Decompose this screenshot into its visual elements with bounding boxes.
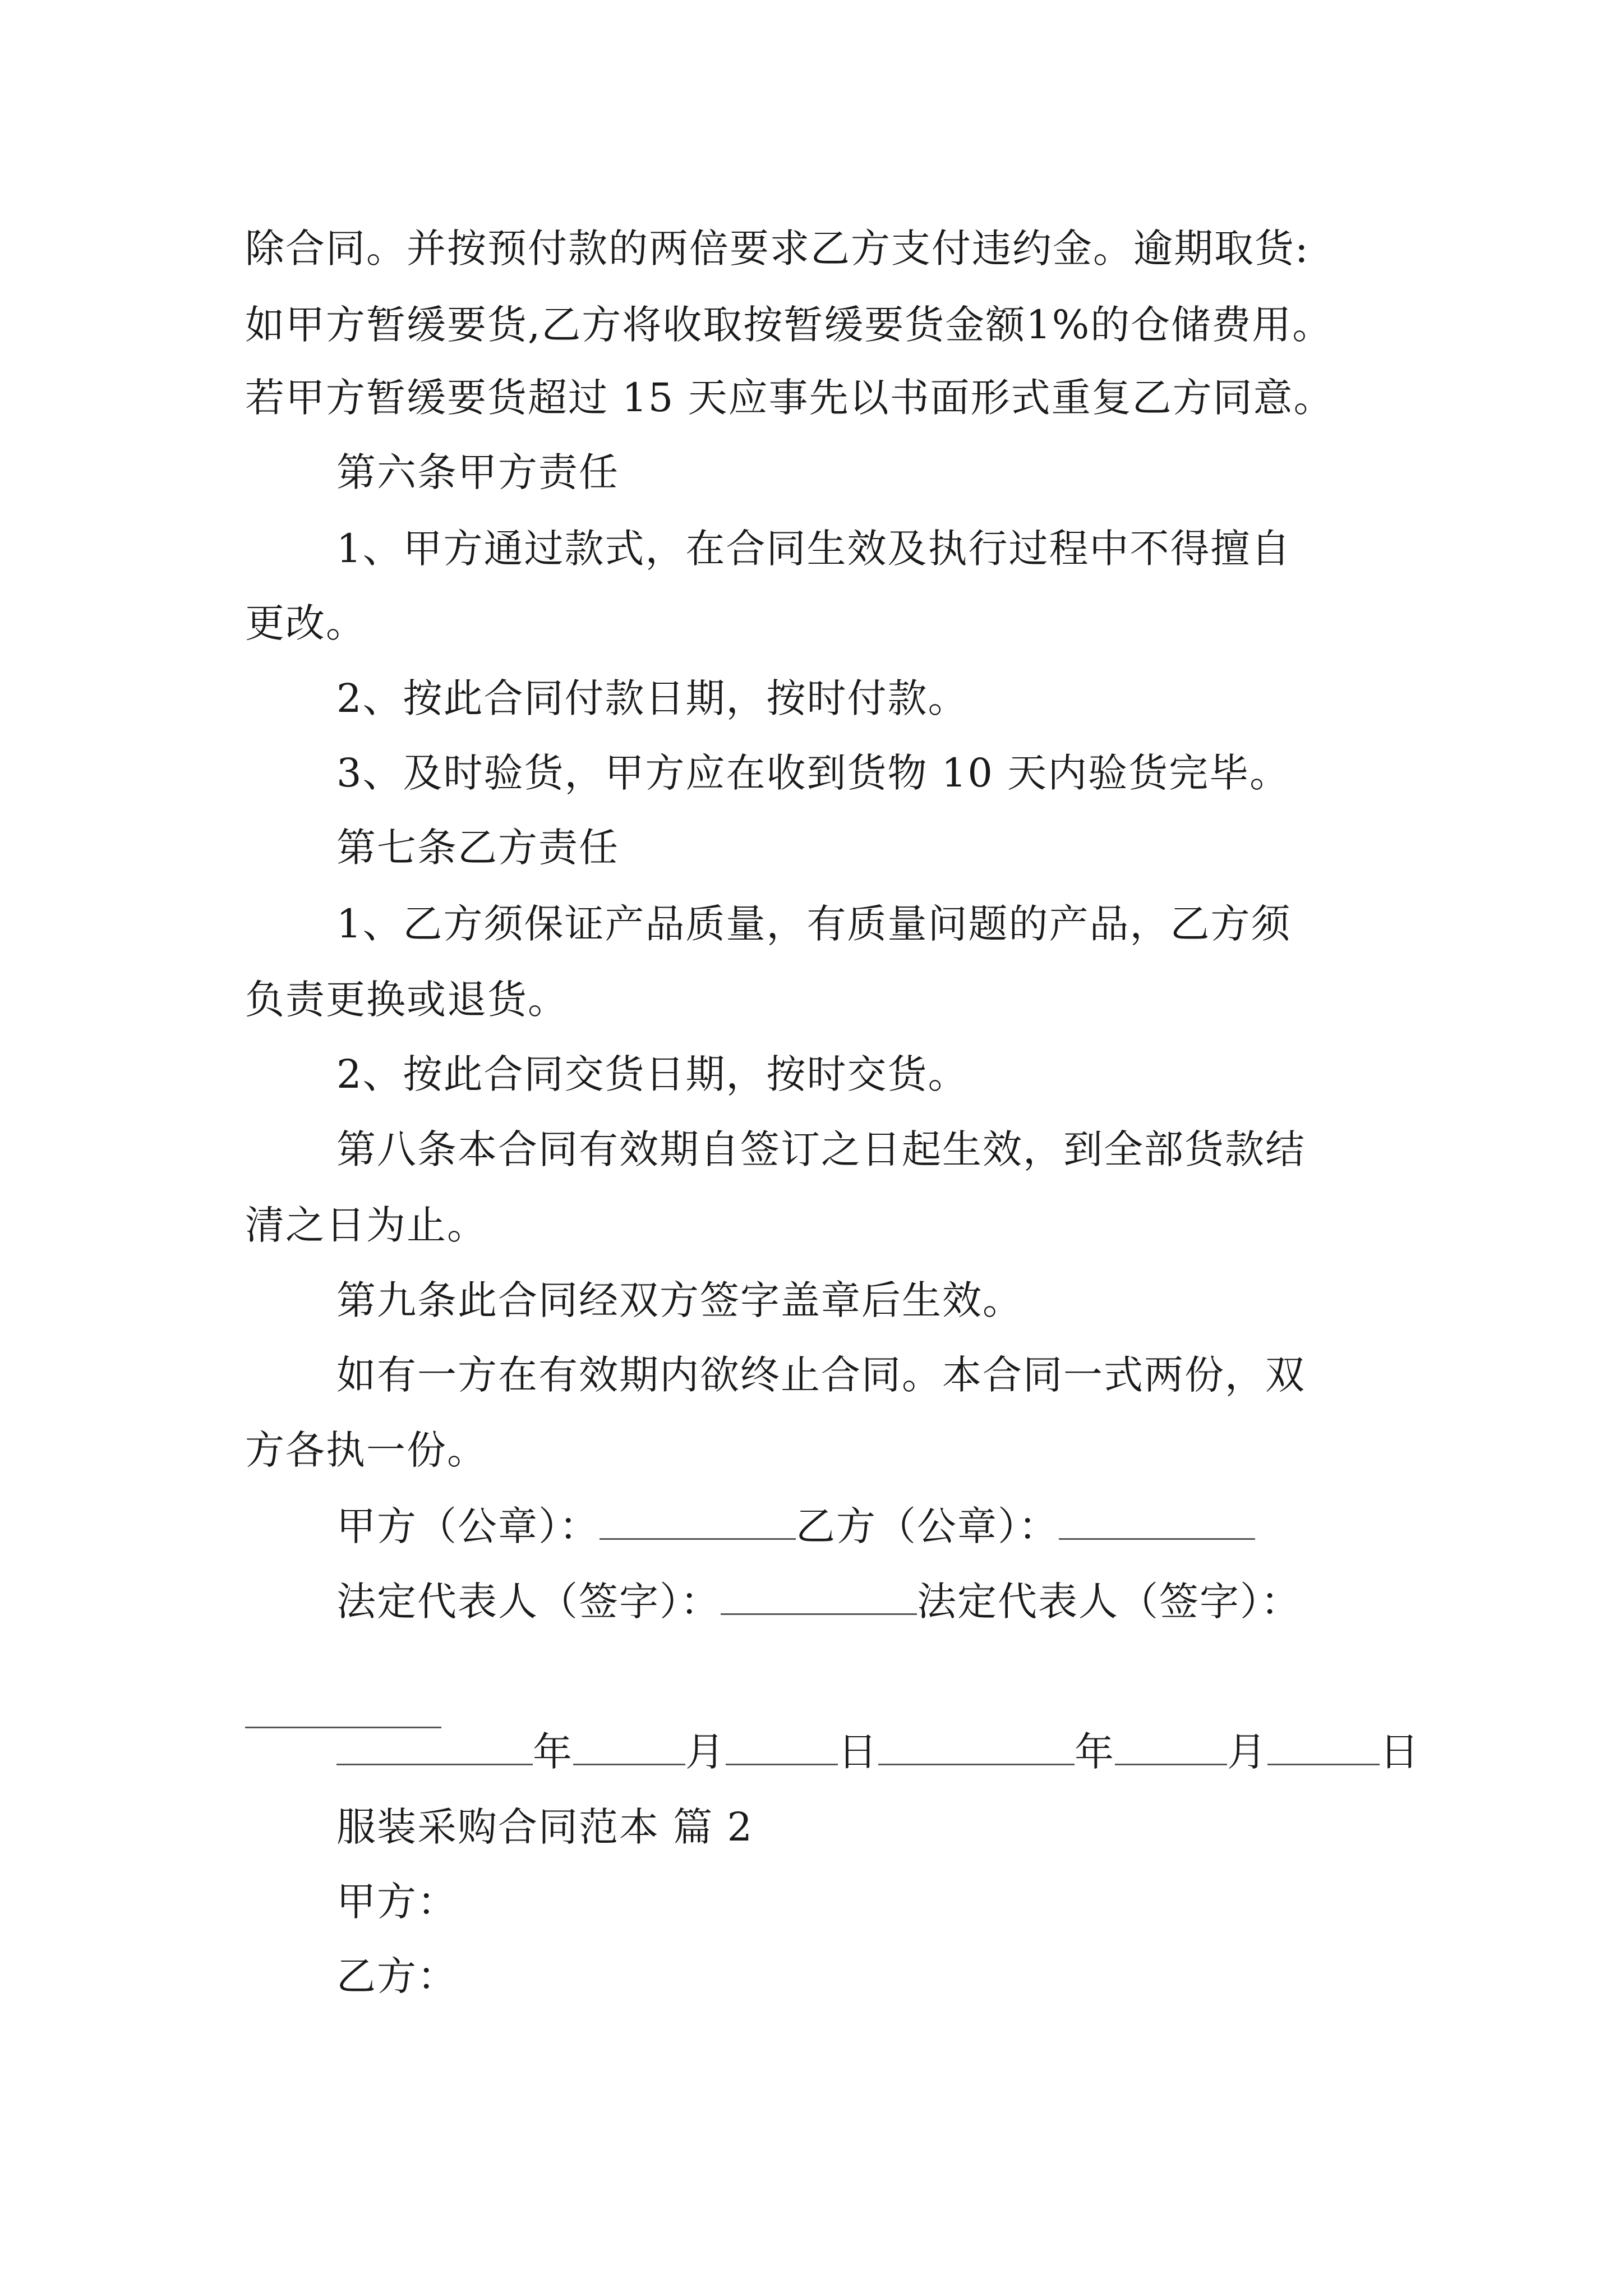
month-blank-b (1115, 1731, 1227, 1765)
day-label: 日 (838, 1729, 878, 1775)
legal-rep-a-label: 法定代表人（签字）： (336, 1579, 721, 1625)
month-label: 月 (1227, 1729, 1267, 1775)
text-line: 2、按此合同交货日期，按时交货。 (336, 1051, 969, 1097)
year-label: 年 (533, 1729, 573, 1775)
day-label: 日 (1380, 1729, 1420, 1775)
section-heading: 第六条甲方责任 (336, 449, 619, 495)
text-line: 第九条此合同经双方签字盖章后生效。 (336, 1277, 1023, 1323)
legal-rep-b-label: 法定代表人（签字）： (917, 1579, 1301, 1625)
party-a-seal-blank (600, 1506, 796, 1540)
year-label: 年 (1075, 1729, 1115, 1775)
legal-rep-line (336, 1576, 1301, 1627)
year-blank-b (878, 1731, 1075, 1765)
party-b-seal-label: 乙方（公章）： (796, 1503, 1059, 1549)
text-line: 负责更换或退货。 (245, 977, 568, 1023)
date-line (336, 1727, 1420, 1777)
text-line: 如甲方暂缓要货,乙方将收取按暂缓要货金额1%的仓储费用。 (245, 302, 1333, 348)
text-line: 3、及时验货，甲方应在收到货物 10 天内验货完毕。 (336, 750, 1290, 796)
text-line: 方各执一份。 (245, 1427, 487, 1473)
text-line: 第八条本合同有效期自签订之日起生效，到全部货款结 (336, 1126, 1306, 1172)
text-line: 1、甲方通过款式，在合同生效及执行过程中不得擅自 (336, 526, 1292, 572)
party-a-seal-label: 甲方（公章）： (336, 1503, 600, 1549)
day-blank-b (1267, 1731, 1380, 1765)
day-blank-a (726, 1731, 838, 1765)
section2-party-b: 乙方： (336, 1953, 458, 1999)
section-heading: 第七条乙方责任 (336, 825, 619, 871)
year-blank-a (336, 1731, 533, 1765)
month-blank-a (573, 1731, 685, 1765)
legal-rep-a-blank (721, 1581, 917, 1615)
section2-party-a: 甲方： (336, 1879, 458, 1925)
text-line: 清之日为止。 (245, 1202, 487, 1248)
party-b-seal-blank (1059, 1506, 1255, 1540)
text-line: 2、按此合同付款日期，按时付款。 (336, 675, 969, 721)
text-line: 更改。 (245, 600, 366, 646)
text-line: 如有一方在有效期内欲终止合同。本合同一式两份，双 (336, 1352, 1306, 1398)
text-line: 若甲方暂缓要货超过 15 天应事先以书面形式重复乙方同意。 (245, 375, 1334, 421)
text-line: 除合同。并按预付款的两倍要求乙方支付违约金。逾期取货: (245, 226, 1310, 272)
seal-line (336, 1501, 1255, 1552)
text-line: 1、乙方须保证产品质量，有质量问题的产品，乙方须 (336, 901, 1292, 947)
section2-title: 服装采购合同范本 篇 2 (336, 1804, 754, 1850)
month-label: 月 (685, 1729, 726, 1775)
